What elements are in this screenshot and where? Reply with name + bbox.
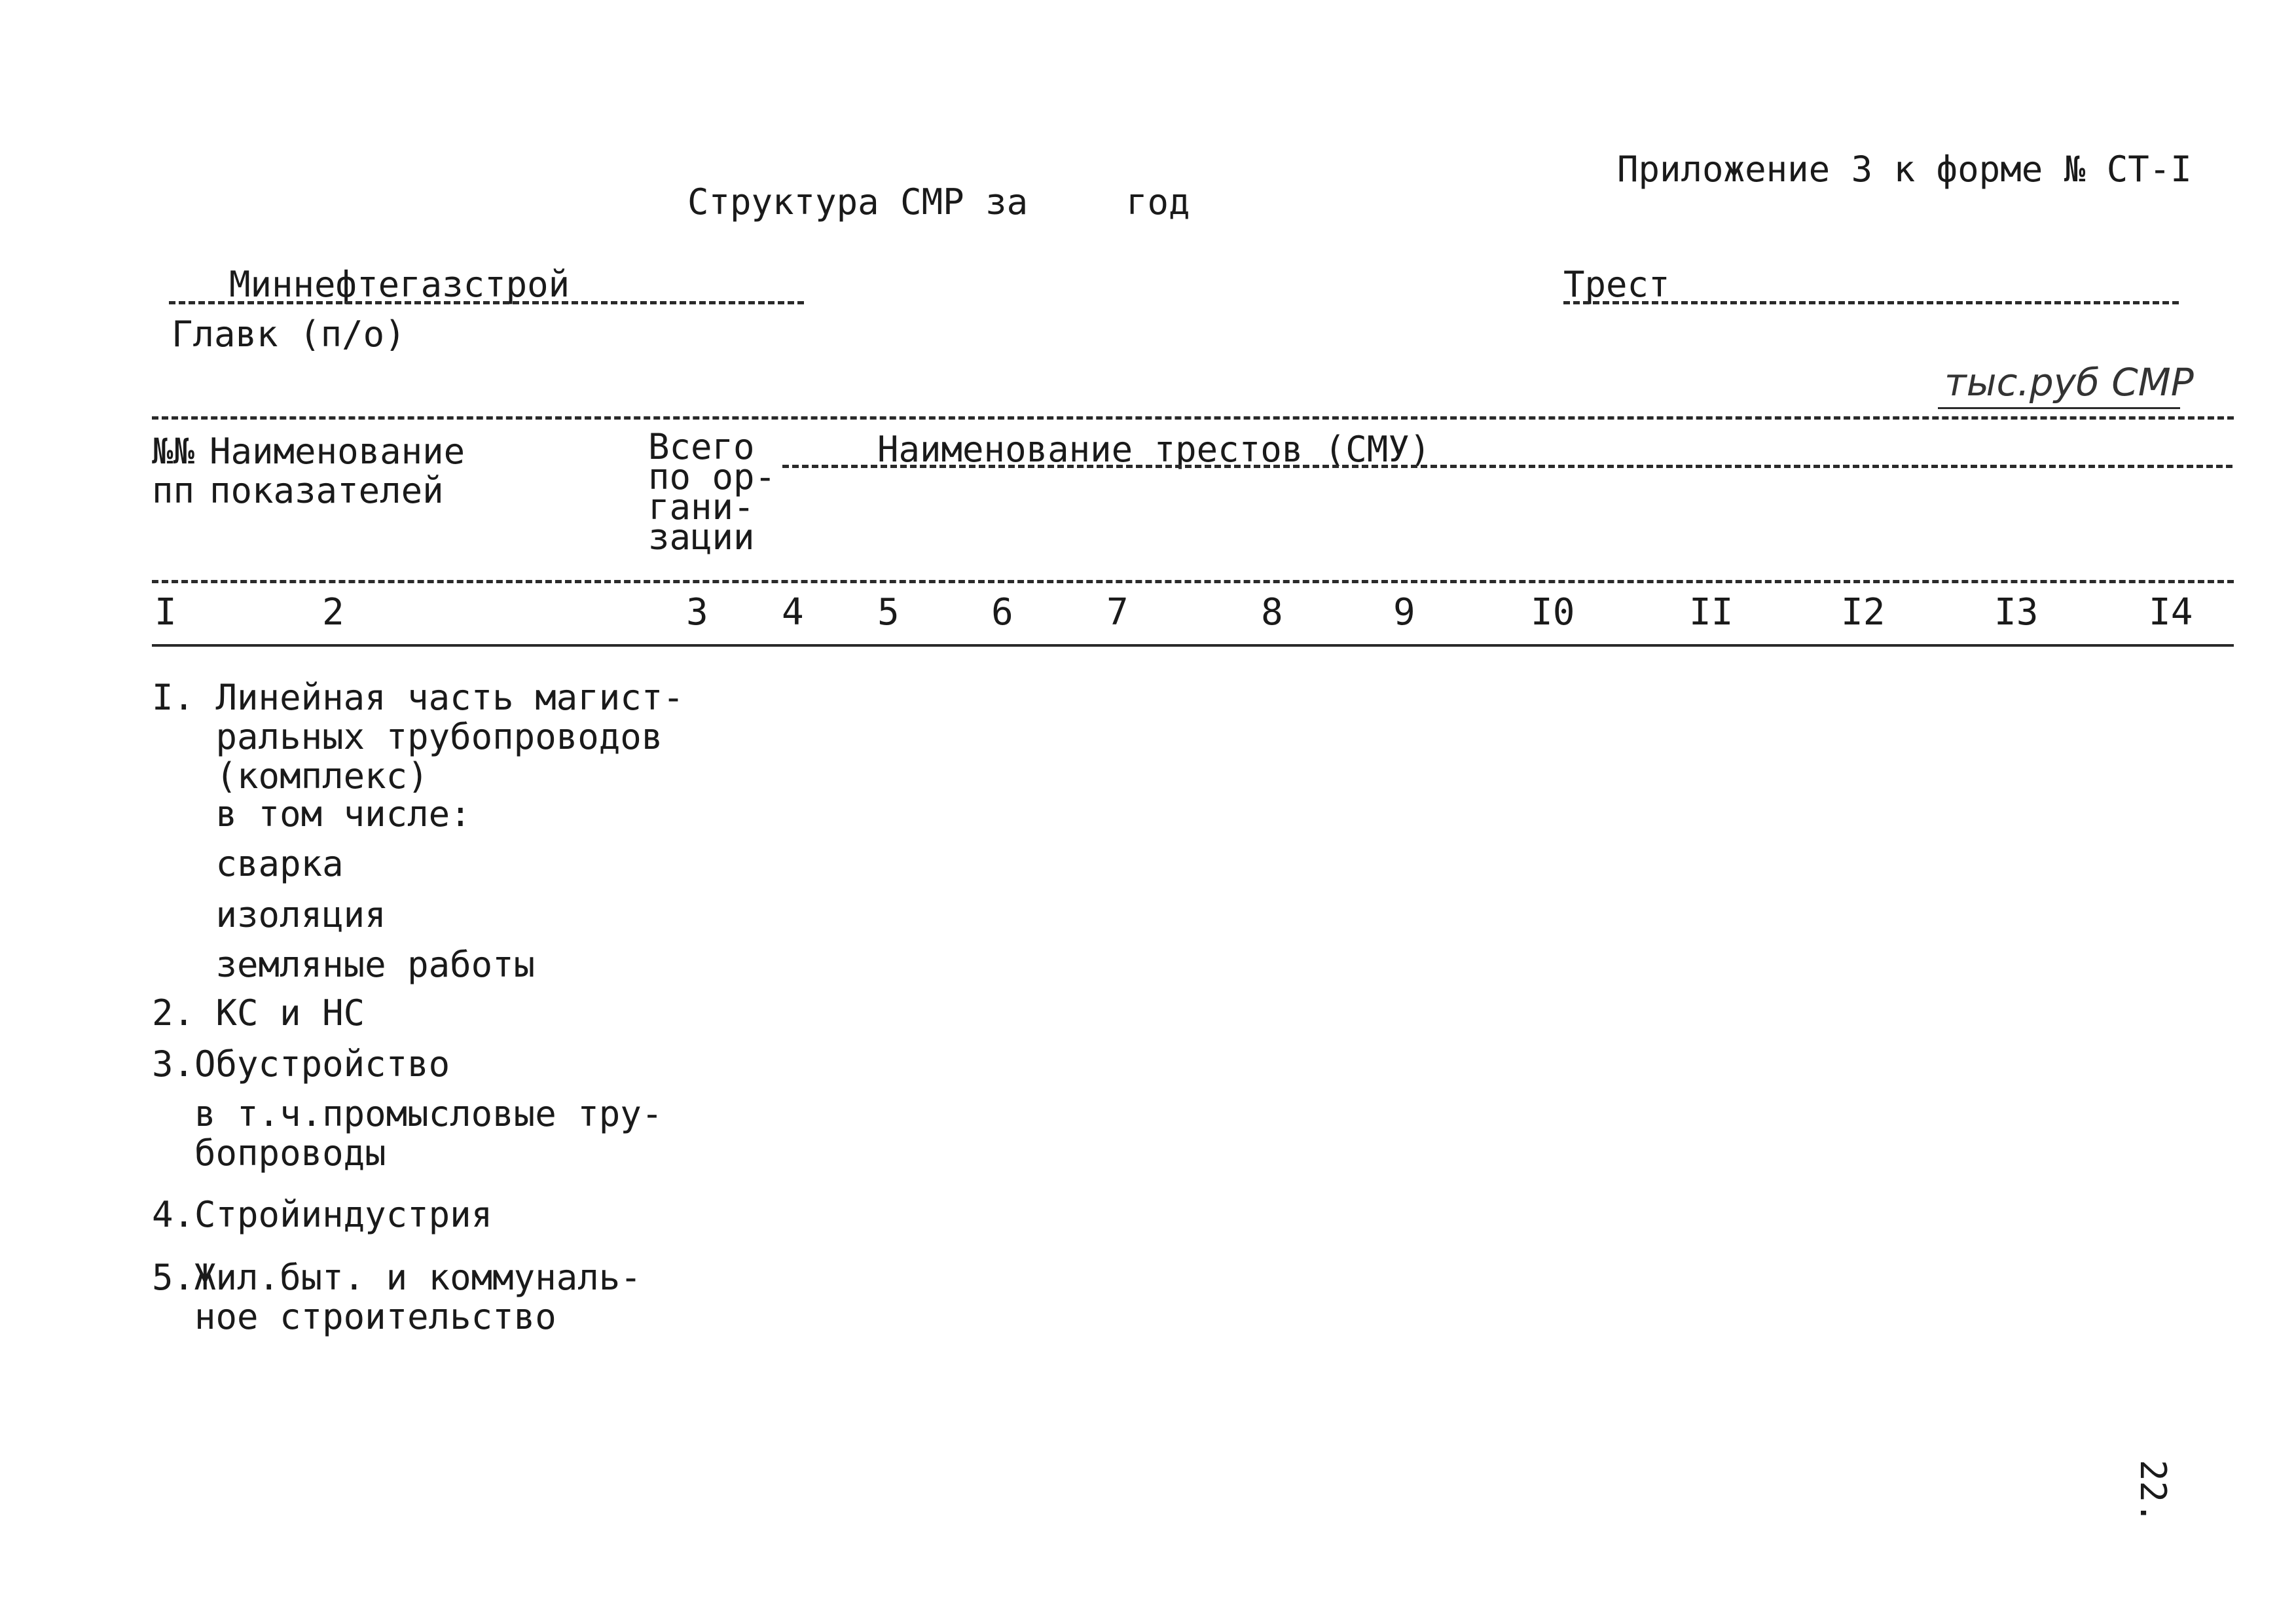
ministry-name: Миннефтегазстрой [229, 264, 570, 305]
column-number: I0 [1531, 591, 1575, 634]
trusts-header-rule [782, 465, 2232, 468]
header-bottom-rule [152, 580, 2234, 583]
table-row: в т.ч.промысловые тру- бопроводы [194, 1093, 663, 1174]
table-row: земляные работы [152, 944, 536, 985]
trest-underline [1563, 301, 2179, 304]
column-number: 4 [782, 591, 804, 634]
col-header-trusts: Наименование трестов (СМУ) [877, 429, 1431, 470]
table-row: изоляция [152, 894, 386, 935]
column-number: 9 [1393, 591, 1415, 634]
appendix-label: Приложение 3 к форме № СТ-I [1617, 149, 2192, 190]
column-number: 2 [322, 591, 344, 634]
column-number: I2 [1841, 591, 1886, 634]
table-row: в том числе: [152, 793, 471, 835]
table-row: 3.Обустройство [152, 1043, 450, 1085]
col-header-number: №№ пп [152, 431, 195, 511]
table-row: I. Линейная часть магист- ральных трубопроводов (комплекс) [152, 677, 684, 797]
column-number: 5 [877, 591, 900, 634]
glavk-label: Главк (п/о) [172, 314, 406, 355]
title-year-label: год [1126, 181, 1190, 223]
units-handwritten: тыс.руб СМР [1944, 360, 2194, 405]
column-numbers-rule [152, 644, 2234, 647]
document-title: Структура СМР за [687, 181, 1029, 223]
trest-label: Трест [1563, 264, 1670, 305]
page-number: 22. [2132, 1460, 2174, 1524]
column-number: 7 [1106, 591, 1129, 634]
column-number: 3 [686, 591, 708, 634]
table-row: сварка [152, 843, 344, 884]
column-number: I [155, 591, 177, 634]
table-row: 2. КС и НС [152, 992, 365, 1034]
ministry-underline [169, 301, 804, 304]
table-row: 5.Жил.быт. и коммуналь- ное строительство [152, 1257, 642, 1337]
column-number: I3 [1994, 591, 2039, 634]
column-number: I4 [2149, 591, 2193, 634]
units-underline [1938, 407, 2180, 409]
table-row: 4.Стройиндустрия [152, 1194, 493, 1235]
col-header-total: Всего по ор- гани- зации [648, 426, 776, 558]
column-number: 6 [991, 591, 1013, 634]
table-top-rule [152, 416, 2234, 420]
column-number: 8 [1261, 591, 1283, 634]
col-header-name: Наименование показателей [210, 431, 465, 511]
column-number: II [1689, 591, 1734, 634]
